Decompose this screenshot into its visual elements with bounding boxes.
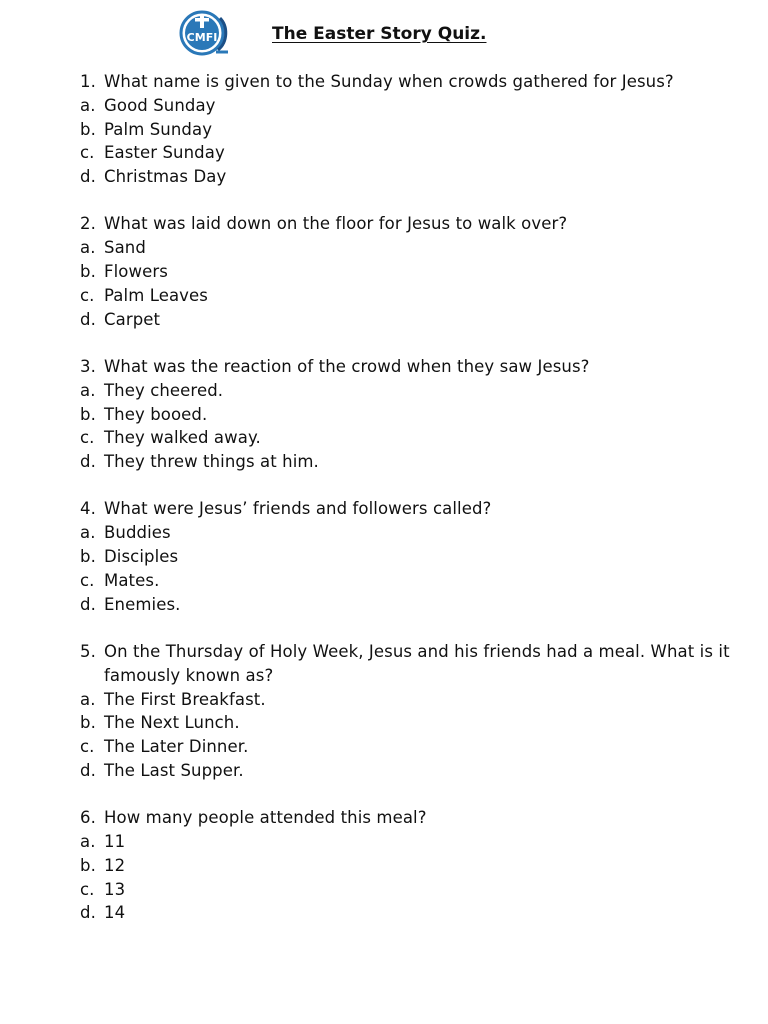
option-letter: a. <box>80 832 96 852</box>
option-b <box>80 711 740 735</box>
option-d <box>80 450 740 474</box>
option-b <box>80 260 740 284</box>
option-letter: d. <box>80 594 96 614</box>
question-5 <box>80 640 740 783</box>
question-number: 3. <box>80 356 96 376</box>
option-text: They booed. <box>104 404 208 424</box>
option-text: 12 <box>104 855 126 875</box>
option-letter: b. <box>80 262 96 282</box>
question-text: What was the reaction of the crowd when they saw Jesus? <box>104 356 590 376</box>
option-letter: b. <box>80 855 96 875</box>
quiz-list <box>80 70 740 949</box>
option-letter: b. <box>80 713 96 733</box>
option-d <box>80 901 740 925</box>
option-text: 11 <box>104 832 126 852</box>
option-text: Buddies <box>104 523 171 543</box>
option-b <box>80 118 740 142</box>
option-text: Mates. <box>104 570 160 590</box>
option-c <box>80 569 740 593</box>
option-text: The Next Lunch. <box>104 713 240 733</box>
question-line <box>80 497 740 521</box>
option-d <box>80 165 740 189</box>
question-text: What was laid down on the floor for Jesus to walk over? <box>104 214 568 234</box>
option-letter: c. <box>80 737 95 757</box>
option-text: The Later Dinner. <box>104 737 249 757</box>
question-4 <box>80 497 740 616</box>
option-c <box>80 426 740 450</box>
question-line <box>80 355 740 379</box>
option-text: They walked away. <box>104 428 261 448</box>
question-number: 2. <box>80 214 96 234</box>
option-text: Enemies. <box>104 594 181 614</box>
option-text: The Last Supper. <box>104 760 244 780</box>
option-letter: b. <box>80 404 96 424</box>
question-line <box>80 212 740 236</box>
question-2 <box>80 212 740 331</box>
option-a <box>80 94 740 118</box>
question-text: On the Thursday of Holy Week, Jesus and his friends had a meal. What is it famously known as? <box>104 641 730 685</box>
question-text: What name is given to the Sunday when crowds gathered for Jesus? <box>104 72 674 91</box>
cmfi-logo <box>176 8 234 58</box>
option-text: 14 <box>104 903 126 923</box>
option-d <box>80 593 740 617</box>
option-d <box>80 759 740 783</box>
option-text: Sand <box>104 238 146 258</box>
question-line <box>80 640 740 688</box>
option-text: The First Breakfast. <box>104 689 266 709</box>
option-text: Palm Leaves <box>104 285 208 305</box>
option-letter: b. <box>80 119 96 139</box>
option-letter: a. <box>80 689 96 709</box>
question-line <box>80 70 740 94</box>
question-6 <box>80 806 740 925</box>
option-letter: c. <box>80 428 95 448</box>
option-text: Carpet <box>104 309 161 329</box>
option-text: Flowers <box>104 262 168 282</box>
option-letter: d. <box>80 903 96 923</box>
option-text: They threw things at him. <box>104 452 319 472</box>
option-letter: d. <box>80 309 96 329</box>
option-letter: a. <box>80 523 96 543</box>
option-a <box>80 379 740 403</box>
option-b <box>80 403 740 427</box>
option-letter: c. <box>80 879 95 899</box>
page-title: The Easter Story Quiz. <box>272 24 487 44</box>
question-text: How many people attended this meal? <box>104 808 427 828</box>
option-c <box>80 878 740 902</box>
option-letter: d. <box>80 760 96 780</box>
option-letter: c. <box>80 570 95 590</box>
question-number: 6. <box>80 808 96 828</box>
option-c <box>80 141 740 165</box>
question-line <box>80 806 740 830</box>
option-letter: c. <box>80 143 95 163</box>
option-text: Good Sunday <box>104 95 216 115</box>
option-letter: a. <box>80 380 96 400</box>
logo-text: CMFI <box>186 31 218 44</box>
option-a <box>80 521 740 545</box>
question-text: What were Jesus’ friends and followers called? <box>104 499 492 519</box>
option-letter: c. <box>80 285 95 305</box>
question-1 <box>80 70 740 189</box>
option-letter: b. <box>80 547 96 567</box>
question-number: 1. <box>80 72 96 91</box>
option-text: Palm Sunday <box>104 119 213 139</box>
option-text: Easter Sunday <box>104 143 225 163</box>
option-c <box>80 735 740 759</box>
option-text: 13 <box>104 879 126 899</box>
option-text: Christmas Day <box>104 167 227 187</box>
option-a <box>80 688 740 712</box>
question-3 <box>80 355 740 474</box>
page-header <box>0 0 768 60</box>
question-number: 4. <box>80 499 96 519</box>
option-text: Disciples <box>104 547 179 567</box>
option-letter: d. <box>80 167 96 187</box>
option-b <box>80 545 740 569</box>
option-letter: d. <box>80 452 96 472</box>
option-letter: a. <box>80 95 96 115</box>
option-letter: a. <box>80 238 96 258</box>
question-number: 5. <box>80 641 96 661</box>
option-text: They cheered. <box>104 380 224 400</box>
option-b <box>80 854 740 878</box>
option-a <box>80 830 740 854</box>
option-c <box>80 284 740 308</box>
option-d <box>80 308 740 332</box>
option-a <box>80 236 740 260</box>
